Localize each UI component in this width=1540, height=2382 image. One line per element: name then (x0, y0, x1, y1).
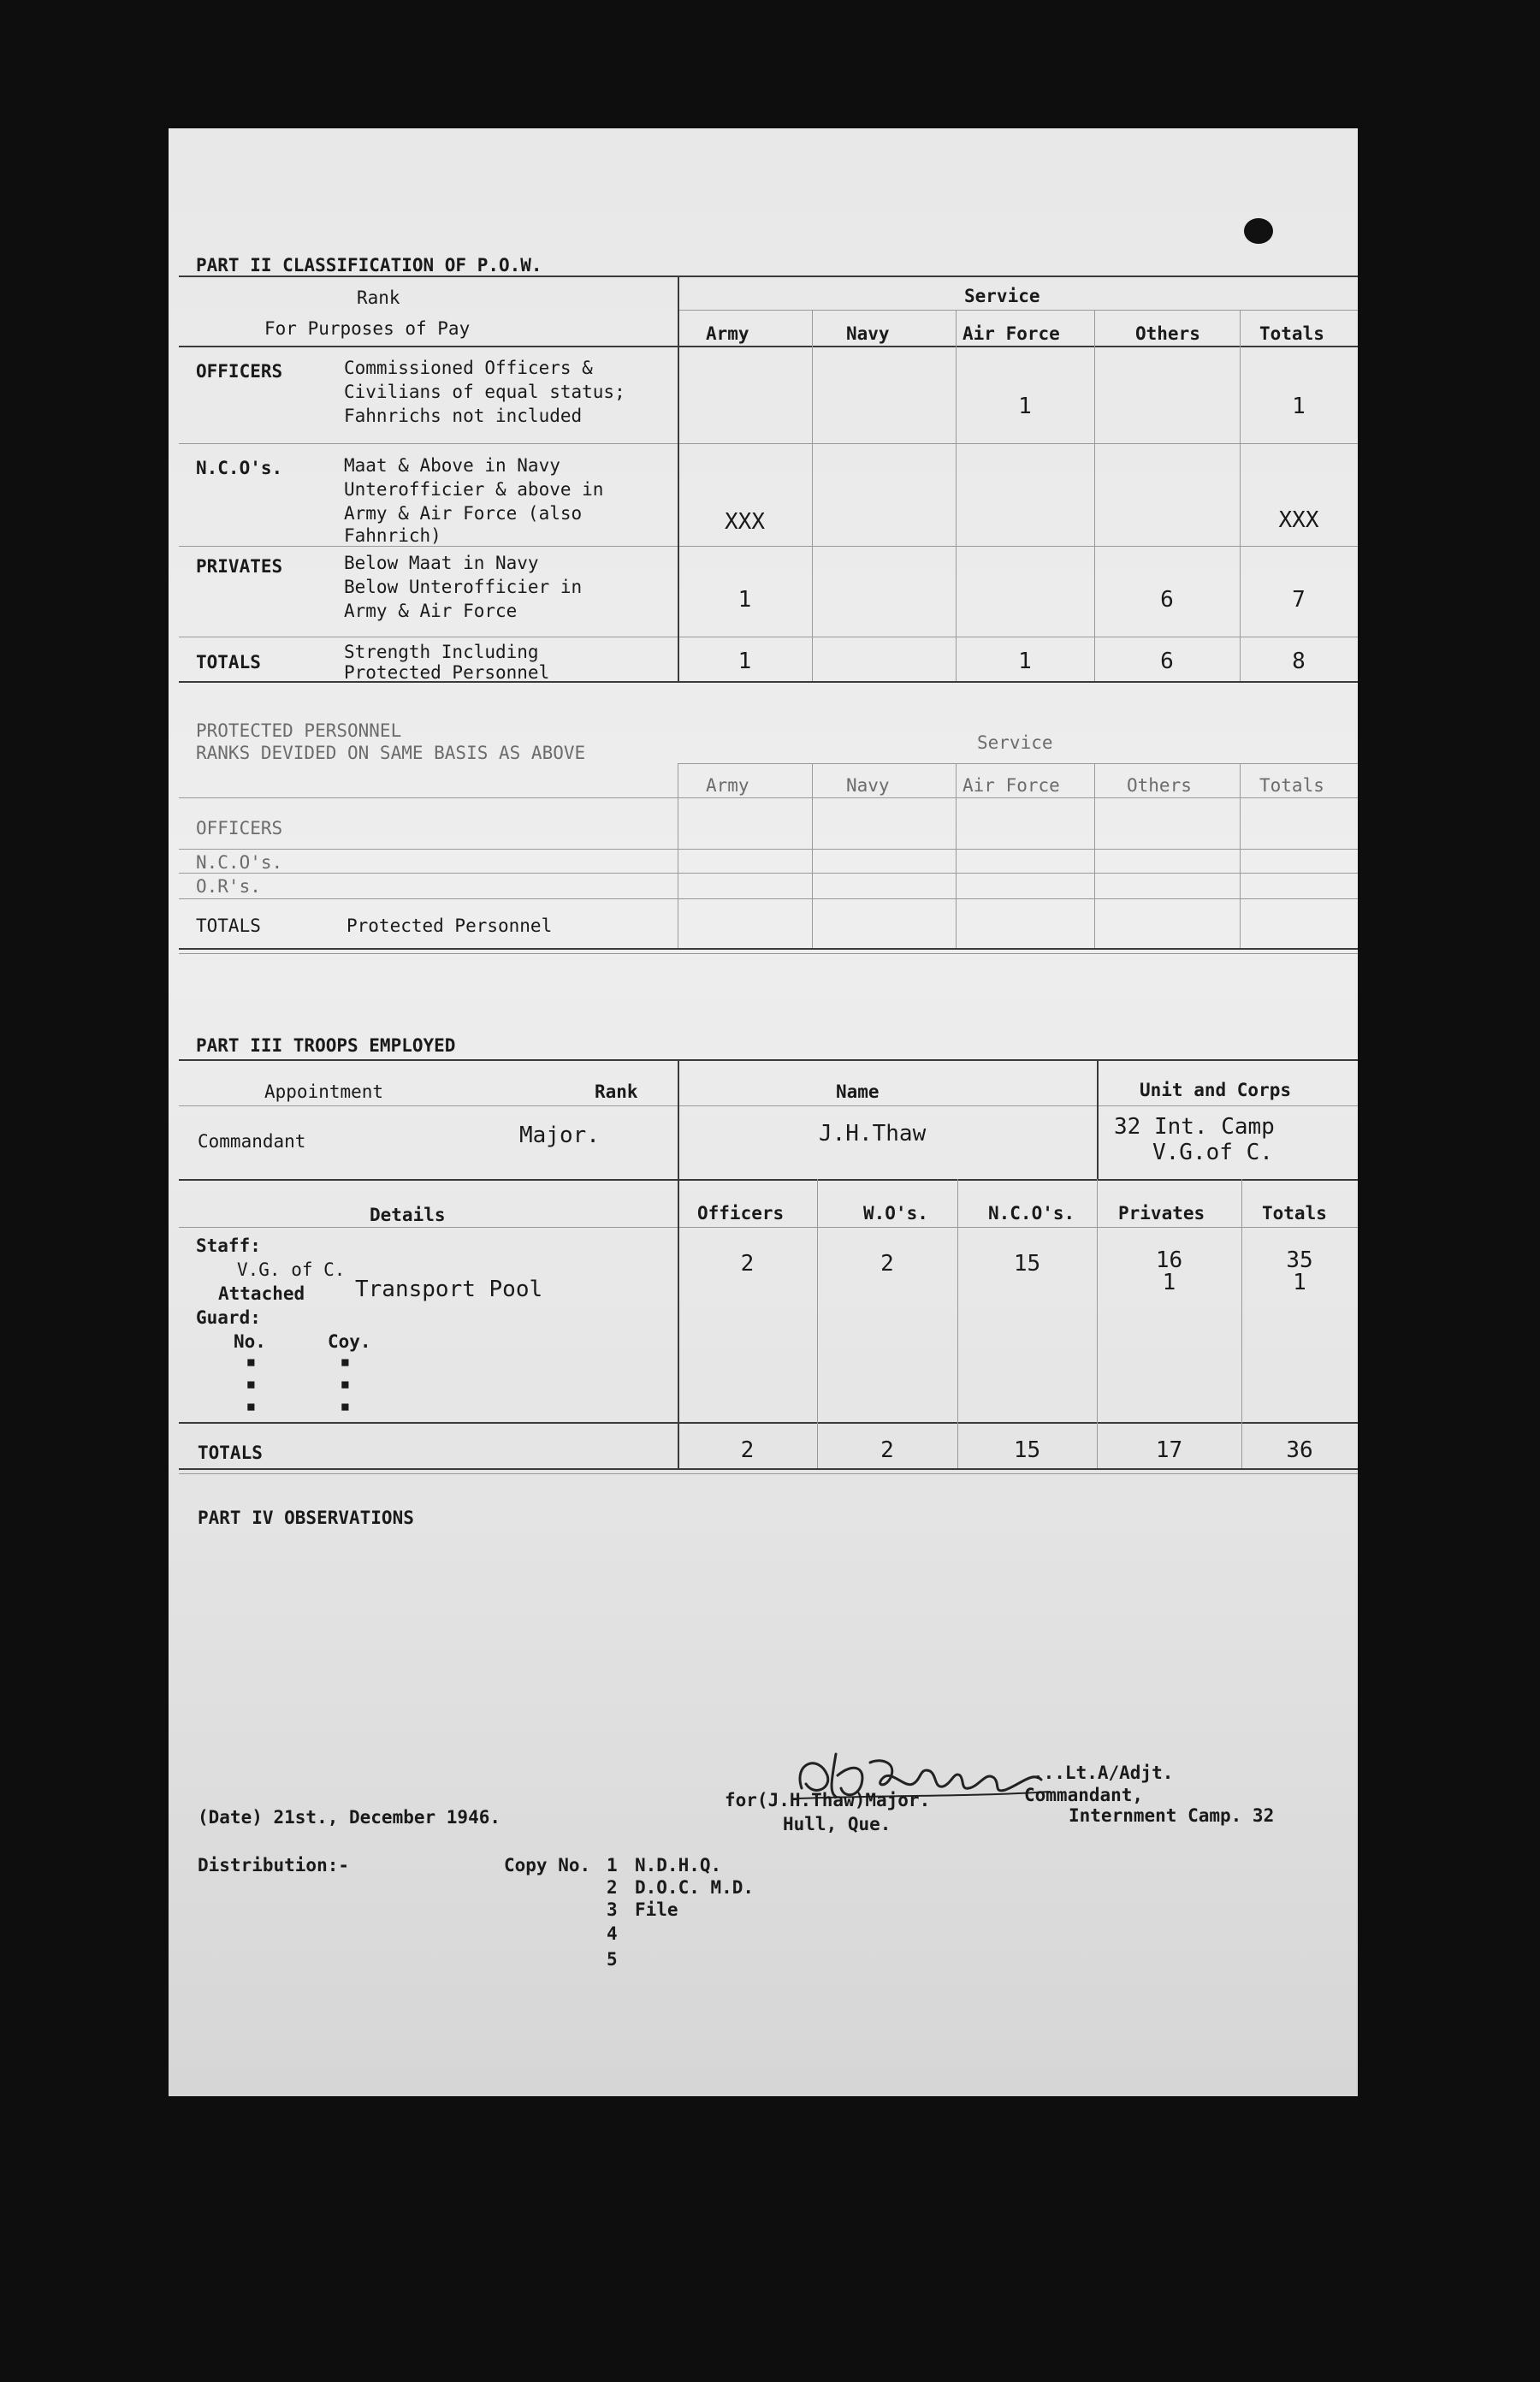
signature-camp: Internment Camp. 32 (1069, 1805, 1275, 1826)
col-privates: Privates (1118, 1203, 1205, 1224)
row-rule (179, 1227, 1358, 1228)
cell-value: 1 (1018, 394, 1032, 419)
col-ncos: N.C.O's. (988, 1203, 1075, 1224)
col-rule (956, 763, 957, 948)
part4-title: PART IV OBSERVATIONS (198, 1508, 414, 1528)
signature-commandant: Commandant, (1024, 1785, 1144, 1805)
row-rule (179, 898, 1358, 899)
row-rule (179, 797, 1358, 798)
cell-value: 2 (740, 1251, 755, 1277)
rank-desc: Army & Air Force (also (344, 503, 583, 524)
part2-title: PART II CLASSIFICATION OF P.O.W. (196, 255, 542, 276)
guard-label: Guard: (196, 1307, 261, 1328)
copy-number: 5 (607, 1949, 618, 1970)
col-rule (1094, 310, 1095, 681)
commandant-unit: 32 Int. Camp (1114, 1114, 1275, 1140)
cell-value: 1 (1018, 649, 1032, 674)
rank-subheader: For Purposes of Pay (264, 318, 471, 339)
no-label: No. (234, 1331, 266, 1352)
rank-desc: Protected Personnel (344, 662, 550, 683)
attached-label: Attached (218, 1283, 305, 1304)
unit-header: Unit and Corps (1140, 1080, 1292, 1100)
commandant-unit-corps: V.G.of C. (1152, 1140, 1273, 1165)
cell-value: 15 (1013, 1251, 1041, 1277)
protected-service-header: Service (977, 732, 1053, 753)
row-rule (179, 873, 1358, 874)
rank-header: Rank (357, 287, 400, 308)
cell-value: 16 (1155, 1247, 1183, 1273)
col-rule (1241, 1179, 1242, 1468)
part3-bottom-rule-2 (179, 1473, 1358, 1474)
name-header: Name (836, 1081, 880, 1102)
protected-row-label: N.C.O's. (196, 852, 283, 873)
rank-desc: Fahnrichs not included (344, 406, 583, 426)
ink-blot (1244, 218, 1273, 244)
col-wos: W.O's. (863, 1203, 928, 1224)
protected-subtitle: RANKS DEVIDED ON SAME BASIS AS ABOVE (196, 743, 586, 763)
copy-number: 1 (607, 1855, 618, 1875)
copy-number: 4 (607, 1923, 618, 1944)
staff-label: Staff: (196, 1235, 261, 1256)
staff-unit: V.G. of C. (237, 1259, 346, 1280)
col-rule (1240, 310, 1241, 681)
rank-desc: Army & Air Force (344, 601, 518, 621)
cell-value: 36 (1286, 1437, 1313, 1463)
cell-value: XXX (1278, 507, 1319, 533)
part2-service-rule (678, 310, 1358, 311)
part3-title: PART III TROOPS EMPLOYED (196, 1035, 456, 1056)
protected-totals-label: TOTALS (196, 915, 261, 936)
rank-desc: Below Maat in Navy (344, 553, 539, 573)
col-rule (678, 1059, 679, 1179)
row-rule (179, 546, 1358, 547)
col-navy: Navy (846, 323, 890, 344)
protected-col-air-force: Air Force (962, 775, 1060, 796)
protected-bottom-rule (179, 948, 1358, 950)
row-rule (179, 1105, 1358, 1106)
protected-title: PROTECTED PERSONNEL (196, 720, 402, 741)
copy-recipient: File (635, 1899, 678, 1920)
col-others: Others (1135, 323, 1200, 344)
row-rule (179, 443, 1358, 444)
col-rule (812, 310, 813, 681)
part3-commandant-rule (179, 1179, 1358, 1181)
cell-value: 1 (1292, 394, 1306, 419)
protected-col-navy: Navy (846, 775, 890, 796)
cell-value: 1 (1162, 1270, 1176, 1295)
cell-value: 1 (737, 649, 752, 674)
col-rule (817, 1179, 818, 1468)
part3-totals-label: TOTALS (198, 1443, 263, 1463)
coy-label: Coy. (328, 1331, 371, 1352)
protected-bottom-rule-2 (179, 953, 1358, 954)
commandant-rank: Major. (519, 1123, 600, 1148)
cell-value: 2 (880, 1437, 894, 1463)
row-rule (179, 849, 1358, 850)
service-header: Service (964, 286, 1040, 306)
document-page (169, 128, 1358, 2096)
signature-location: Hull, Que. (783, 1814, 891, 1834)
copy-label: Copy No. (504, 1855, 591, 1875)
guard-coy-dots: ▪ ▪ ▪ (340, 1351, 351, 1416)
signature-for-line: for(J.H.Thaw)Major. (725, 1790, 931, 1810)
attached-unit: Transport Pool (355, 1277, 543, 1302)
rank-desc: Unterofficier & above in (344, 479, 604, 500)
rank-desc: Maat & Above in Navy (344, 455, 560, 476)
appointment-header: Appointment (264, 1081, 384, 1102)
copy-recipient: D.O.C. M.D. (635, 1877, 755, 1898)
cell-value: 2 (740, 1437, 755, 1463)
row-rule (678, 763, 1358, 764)
cell-value: 35 (1286, 1247, 1313, 1273)
cell-value: 1 (1293, 1270, 1306, 1295)
part3-bottom-rule (179, 1468, 1358, 1470)
cell-value: XXX (725, 509, 765, 535)
cell-value: 6 (1160, 587, 1174, 613)
rank-desc: Civilians of equal status; (344, 382, 625, 402)
cell-value: 1 (737, 587, 752, 613)
part3-totals-rule (179, 1422, 1358, 1424)
cell-value: 17 (1155, 1437, 1183, 1463)
col-rule (1094, 763, 1095, 948)
protected-col-army: Army (706, 775, 749, 796)
rank-desc: Fahnrich) (344, 525, 441, 546)
rank-label: N.C.O's. (196, 458, 283, 478)
date-line: (Date) 21st., December 1946. (198, 1807, 501, 1828)
copy-number: 3 (607, 1899, 618, 1920)
guard-no-dots: ▪ ▪ ▪ (246, 1351, 257, 1416)
part2-top-rule (179, 276, 1358, 277)
col-rule (956, 310, 957, 681)
protected-row-label: OFFICERS (196, 818, 283, 838)
protected-col-totals: Totals (1259, 775, 1324, 796)
copy-recipient: N.D.H.Q. (635, 1855, 722, 1875)
commandant-name: J.H.Thaw (819, 1121, 927, 1147)
col-rule (678, 276, 679, 681)
cell-value: 6 (1160, 649, 1174, 674)
copy-number: 2 (607, 1877, 618, 1898)
part2-header-rule (179, 346, 1358, 347)
cell-value: 8 (1292, 649, 1306, 674)
part3-top-rule (179, 1059, 1358, 1061)
rank-label: PRIVATES (196, 556, 283, 577)
col-rule (1240, 763, 1241, 948)
col-totals: Totals (1262, 1203, 1327, 1224)
protected-row-label: O.R's. (196, 876, 261, 897)
rank-desc: Below Unterofficier in (344, 577, 583, 597)
details-header: Details (370, 1205, 446, 1225)
col-rule (1097, 1179, 1098, 1468)
col-rule (1097, 1059, 1099, 1179)
col-rule (957, 1179, 958, 1468)
protected-totals-desc: Protected Personnel (346, 915, 553, 936)
rank-desc: Strength Including (344, 642, 539, 662)
cell-value: 7 (1292, 587, 1306, 613)
rank-header: Rank (595, 1081, 638, 1102)
col-officers: Officers (697, 1203, 785, 1224)
distribution-label: Distribution:- (198, 1855, 350, 1875)
rank-label: OFFICERS (196, 361, 283, 382)
rank-label: TOTALS (196, 652, 261, 673)
col-air-force: Air Force (962, 323, 1060, 344)
rank-desc: Commissioned Officers & (344, 358, 593, 378)
col-rule (678, 1179, 679, 1468)
commandant-appointment: Commandant (198, 1131, 306, 1152)
col-rule (812, 763, 813, 948)
col-army: Army (706, 323, 749, 344)
cell-value: 2 (880, 1251, 894, 1277)
cell-value: 15 (1013, 1437, 1041, 1463)
signature-rank: ...Lt.A/Adjt. (1033, 1763, 1174, 1783)
protected-col-others: Others (1127, 775, 1192, 796)
col-totals: Totals (1259, 323, 1324, 344)
